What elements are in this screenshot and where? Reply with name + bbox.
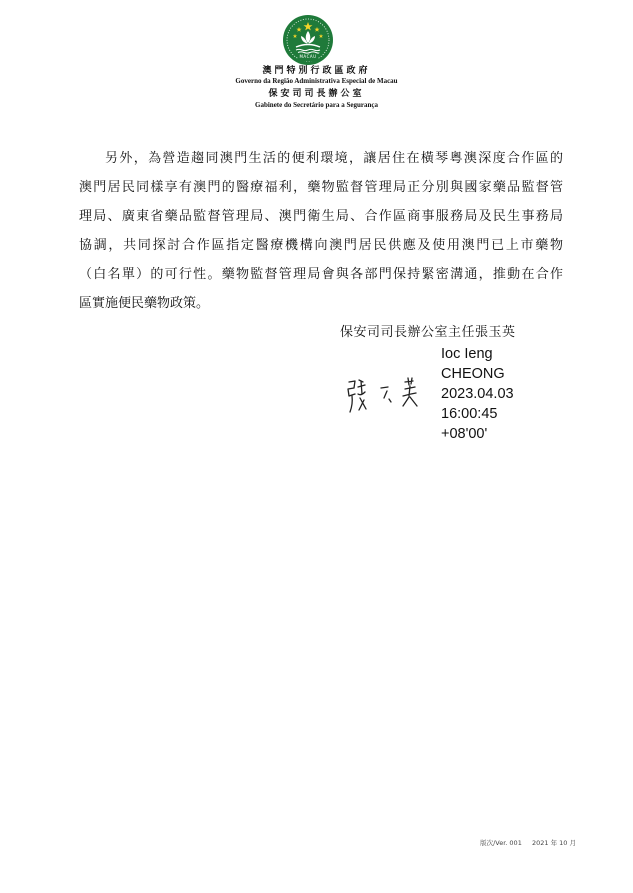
signatory-title: 保安司司長辦公室主任張玉英 (340, 325, 516, 340)
signature-date: 2023.04.03 (441, 386, 514, 402)
paragraph-line: 理局、廣東省藥品監督管理局、澳門衛生局、合作區商事服務局及民生事務局 (79, 209, 563, 224)
version-label: 版次/Ver. 001 (480, 839, 522, 847)
paragraph-line: （白名單）的可行性。藥物監督管理局會與各部門保持緊密溝通，推動在合作 (79, 267, 563, 282)
digital-signature-block (441, 344, 514, 444)
office-name-zh: 保安司司長辦公室 (268, 89, 365, 99)
office-name-pt: Gabinete do Secretário para a Segurança (255, 101, 378, 109)
version-footer (0, 838, 576, 847)
signer-name-line2: CHEONG (441, 366, 505, 382)
paragraph-line: 協調，共同探討合作區指定醫療機構向澳門居民供應及使用澳門已上市藥物 (79, 238, 563, 253)
emblem-text: MACAU (299, 54, 317, 59)
version-date: 2021 年 10 月 (531, 839, 576, 847)
body-paragraph (79, 144, 563, 318)
paragraph-line: 另外，為營造趨同澳門生活的便利環境，讓居住在橫琴粵澳深度合作區的 (105, 151, 563, 166)
government-name-zh: 澳門特別行政區政府 (262, 66, 371, 76)
macau-emblem-icon (282, 14, 334, 66)
paragraph-line: 區實施便民藥物政策。 (79, 296, 210, 311)
handwritten-signature (343, 372, 433, 422)
signature-timezone: +08'00' (441, 426, 488, 442)
signature-time: 16:00:45 (441, 406, 498, 422)
government-name-pt: Governo da Região Administrativa Especial de Macau (235, 77, 398, 85)
signer-name-line1: Ioc Ieng (441, 346, 493, 362)
paragraph-line: 澳門居民同樣享有澳門的醫療福利，藥物監督管理局正分別與國家藥品監督管 (79, 180, 563, 195)
